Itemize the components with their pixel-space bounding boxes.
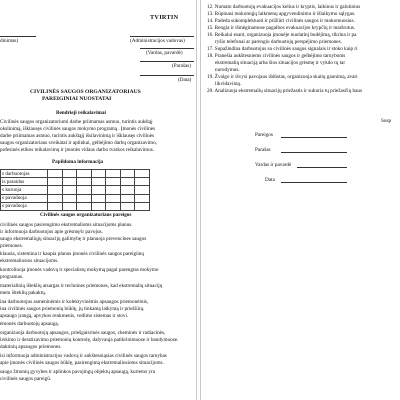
table-row [1,186,150,194]
duty-line: 13. Rūpinasi mokomųjų laikmenų apgyvendinimu ir išlaikymo sąlygas. [207,11,356,17]
table-row [1,194,150,202]
duty-line: 19. Žvalgo ir išvysi pavojaus išdūstas, organizuoja skaitų gaunimą, avari [207,74,358,80]
duty-line: apie įmonės civilinės saugos būklę, pasirengimą ekstremaliosioms situacijoms. [0,360,164,366]
duty-line: ryšio telefonai ar parengiu darbuotojų perspėjimo priemones. [215,39,342,45]
table-row-label: s kuruoja [1,186,48,194]
duty-line: organizuoja darbuotojų apsaugos, priešgaisrinės saugos, cheminės ir radiacinės, [0,330,166,336]
duty-line: likvidavimą. [215,81,242,87]
duty-line: ekstremalią situaciją arba šios situacijos grėsmę ir vykdo tų tar [215,60,346,66]
sign-line-position [281,137,347,138]
duty-line: 15. Rengia ir išmėginamose pagalbos evakuacijos krypčių ir maršrutus. [207,25,356,31]
table-row [1,202,150,210]
duty-line: ėmonės darbuotojų apsaugą. [0,321,59,327]
sign-line-date [281,182,347,183]
duty-line: ekstremaliosios situacijoms. [0,258,59,264]
doc-title-line2: PAREIGINIAI NUOSTATAI [42,96,112,102]
line-date [140,75,194,76]
section-duties-heading: Civilinės saugos organizatoriaus pareigos [40,212,132,218]
sign-header: Susp [381,118,392,124]
field-left-label: dinimas) [0,38,19,44]
duty-line: metu išteklių pakaktų. [0,290,46,296]
duty-line: programas. [0,274,24,280]
sign-field-date: Data [265,177,275,183]
line-admin [130,36,194,37]
duty-line: 17. Supažindina darbuotojus su civilinės saugos signalais ir stoko kaip ri [207,46,358,52]
duty-line: 18. Pranešia aukštesniems civilinės saugos ir gelbėjimo tarnyboms [207,53,346,59]
extra-info-table [0,169,150,211]
section-general-heading: Bendrieji reikalavimai [56,110,106,116]
field-date-label: (Data) [178,77,192,83]
general-line: okslinimą, išklausęs civilinės saugos mokymo programą . Įmonės civilinės [0,126,156,132]
duty-line: ir informuoja darbuotojus apie grėsmę/ir pavojus. [0,229,103,235]
line-left [0,36,36,37]
duty-line: saugo ekstremaliųjų situacijų galimybę ir planuoja prevencines saugos [0,236,147,242]
duty-line: materialinių išteklių atsargas ir technines priemones, kad ekstremalių situacijų [0,283,163,289]
left-document-page [0,0,197,400]
table-row-label: is paraidus [1,178,48,186]
right-document-page [200,0,400,400]
field-name-label: (Vardas, pavardė) [146,50,183,56]
duty-line: ina darbuotojus asmeninėmis ir kolektyvinėmis apsaugos priemonėmis, [0,299,149,305]
sign-field-name: Vardas ir pavardė [255,162,292,168]
table-row [1,170,150,178]
doc-title-line1: CIVILINĖS SAUGOS ORGANIZATORIAUS [30,89,141,95]
approve-heading: TVIRTIN [150,14,179,21]
duty-line: apsaugo įrangą, apvykos renkmenis, vedimo sistemas ir stovi. [0,313,129,319]
duty-line: kontroliuoja įmonės vadovą ir specialistų mokymą pagal parengtas mokymo [0,267,159,273]
table-row-label: s darbuotojas [1,170,48,178]
duty-line: 20. Analizuoja ekstremalių situacijų priežastis ir sukuria tų priežasčių baus [207,88,363,94]
duty-line: saugo žmonių gyvybes ir aplinkos pavojingų objektų apsaugą, kuriems yra [0,369,156,375]
general-line: Civilinės saugos organizatoriumi darbe priimamas asmuo, turintis aukštąj [0,119,153,125]
duty-line: nurodymus. [215,67,240,73]
general-line: saugos organizatoriaus sveikatai ir aplinkai, gelbėjimo darbų organizavimo, [0,140,157,146]
sign-field-signature: Parašas [255,147,271,153]
duty-line: klausia, sistemina ir kaupia planus įmonės civilinės saugos pareigūnų [0,251,144,257]
duty-line: civilinės saugos pasirengimo ekstremalioms situacijoms planus. [0,222,133,228]
duty-line: irskimo ir deratizavimo priemonių kontrolę, dalyvauja patikrinimuose ir bandymuose. [0,337,179,343]
table-row [1,178,150,186]
sign-line-signature [281,152,347,153]
section-extra-heading: Papildoma informacija [52,159,104,165]
duty-line: priemones. [0,243,23,249]
duty-line: daktinių apsaugos priemones. [0,344,62,350]
line-name [140,48,194,49]
line-sign [140,61,194,62]
sign-line-name [297,167,347,168]
field-admin-label: (Administracijos vadovas) [130,38,185,44]
duty-line: 12. Numato darbuotojų evakuacijos kelius ir kryptis, laikinus ir galutinius [207,4,361,10]
duty-line: 14. Padeda sukomplektuoti ir prižiūri civilinės saugos ir mokomuosius. [207,18,355,24]
sign-field-position: Pareigos [255,132,273,138]
duty-line: civilinės saugos pareigū. [0,376,52,382]
table-row-label: s pavaduoja [1,202,48,210]
table-row-label: s pavaduoja [1,194,48,202]
general-line: pofesinės etikos reikalavimų ir įmonės vidaus darbo tvarkos reikalavimus. [0,147,155,153]
duty-line: isi informuoja administracijos vadovą ir aukštesniąsias civilinės saugos tarnybas [0,353,167,359]
duty-line: 16. Reikalui esant, organizuoja įmonėje nuolatinį budėjimą, tikrina ir pa [207,32,357,38]
field-sign-label: (Parašas) [172,63,192,69]
duty-line: ina civilinės saugos priemonių būklę, jų tinkamą laikymą ir priežiūrą. [0,306,145,312]
general-line: darbe priimamas asmuo, turintis aukštąjį išsilavinimą ir išklausęs civilinės [0,133,155,139]
